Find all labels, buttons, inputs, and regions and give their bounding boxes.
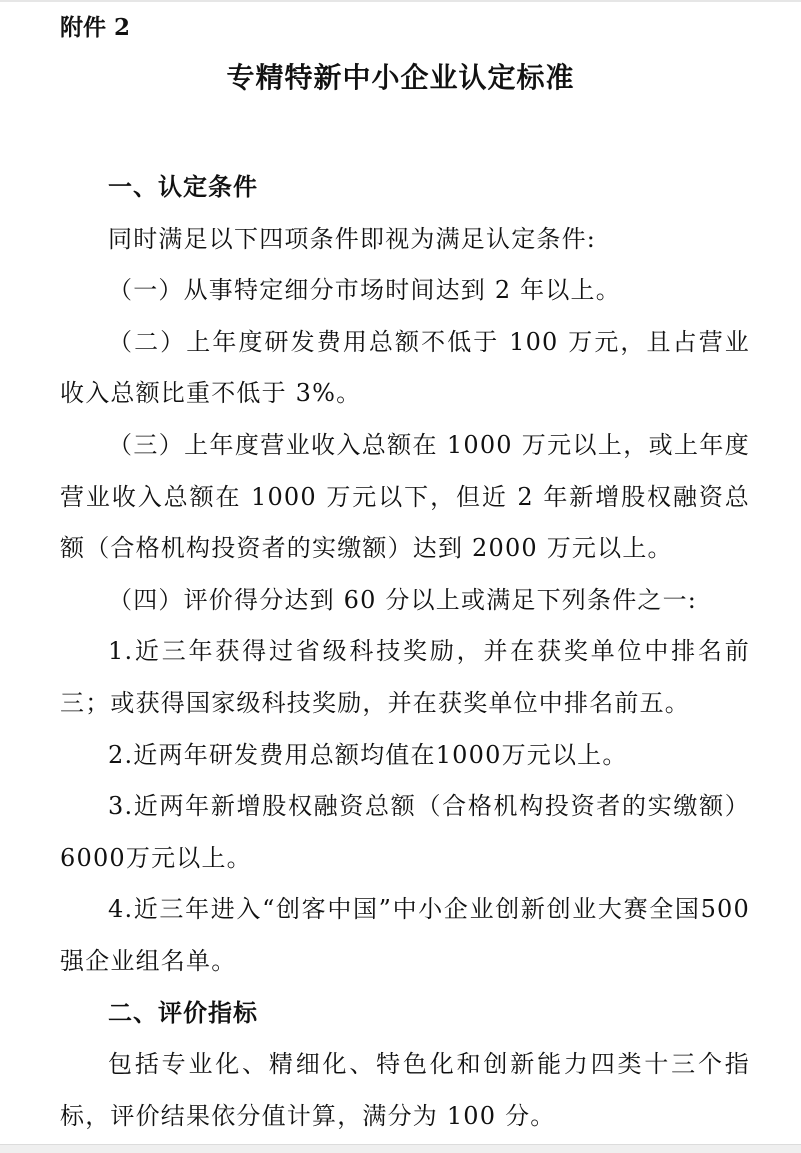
sub-condition-item: 1.近三年获得过省级科技奖励，并在获奖单位中排名前三；或获得国家级科技奖励，并在获奖单位中排名前五。 — [60, 637, 750, 717]
condition-item: （四）评价得分达到 60 分以上或满足下列条件之一: — [108, 585, 698, 614]
attachment-label: 附件 2 — [60, 14, 131, 41]
page-top-border — [0, 0, 801, 2]
document-body — [60, 162, 750, 1142]
indicators-text: 包括专业化、精细化、特色化和创新能力四类十三个指标，评价结果依分值计算，满分为 100 分。 — [60, 1050, 750, 1130]
condition-item: （二）上年度研发费用总额不低于 100 万元，且占营业收入总额比重不低于 3%。 — [60, 327, 750, 408]
criteria-intro: 同时满足以下四项条件即视为满足认定条件: — [108, 224, 597, 253]
sub-condition-item: 3.近两年新增股权融资总额（合格机构投资者的实缴额）6000万元以上。 — [60, 792, 750, 872]
document-title: 专精特新中小企业认定标准 — [226, 61, 575, 94]
condition-item: （三）上年度营业收入总额在 1000 万元以上，或上年度营业收入总额在 1000 万元以下，但近 2 年新增股权融资总额（合格机构投资者的实缴额）达到 2000 万元以上。 — [60, 430, 750, 563]
condition-item: （一）从事特定细分市场时间达到 2 年以上。 — [108, 276, 621, 305]
page-bottom-edge — [0, 1144, 801, 1153]
sub-condition-item: 2.近两年研发费用总额均值在1000万元以上。 — [108, 740, 628, 769]
section-heading-criteria: 一、认定条件 — [108, 173, 258, 201]
sub-condition-item: 4.近三年进入“创客中国”中小企业创新创业大赛全国500强企业组名单。 — [60, 895, 750, 975]
section-heading-indicators: 二、评价指标 — [108, 998, 258, 1027]
